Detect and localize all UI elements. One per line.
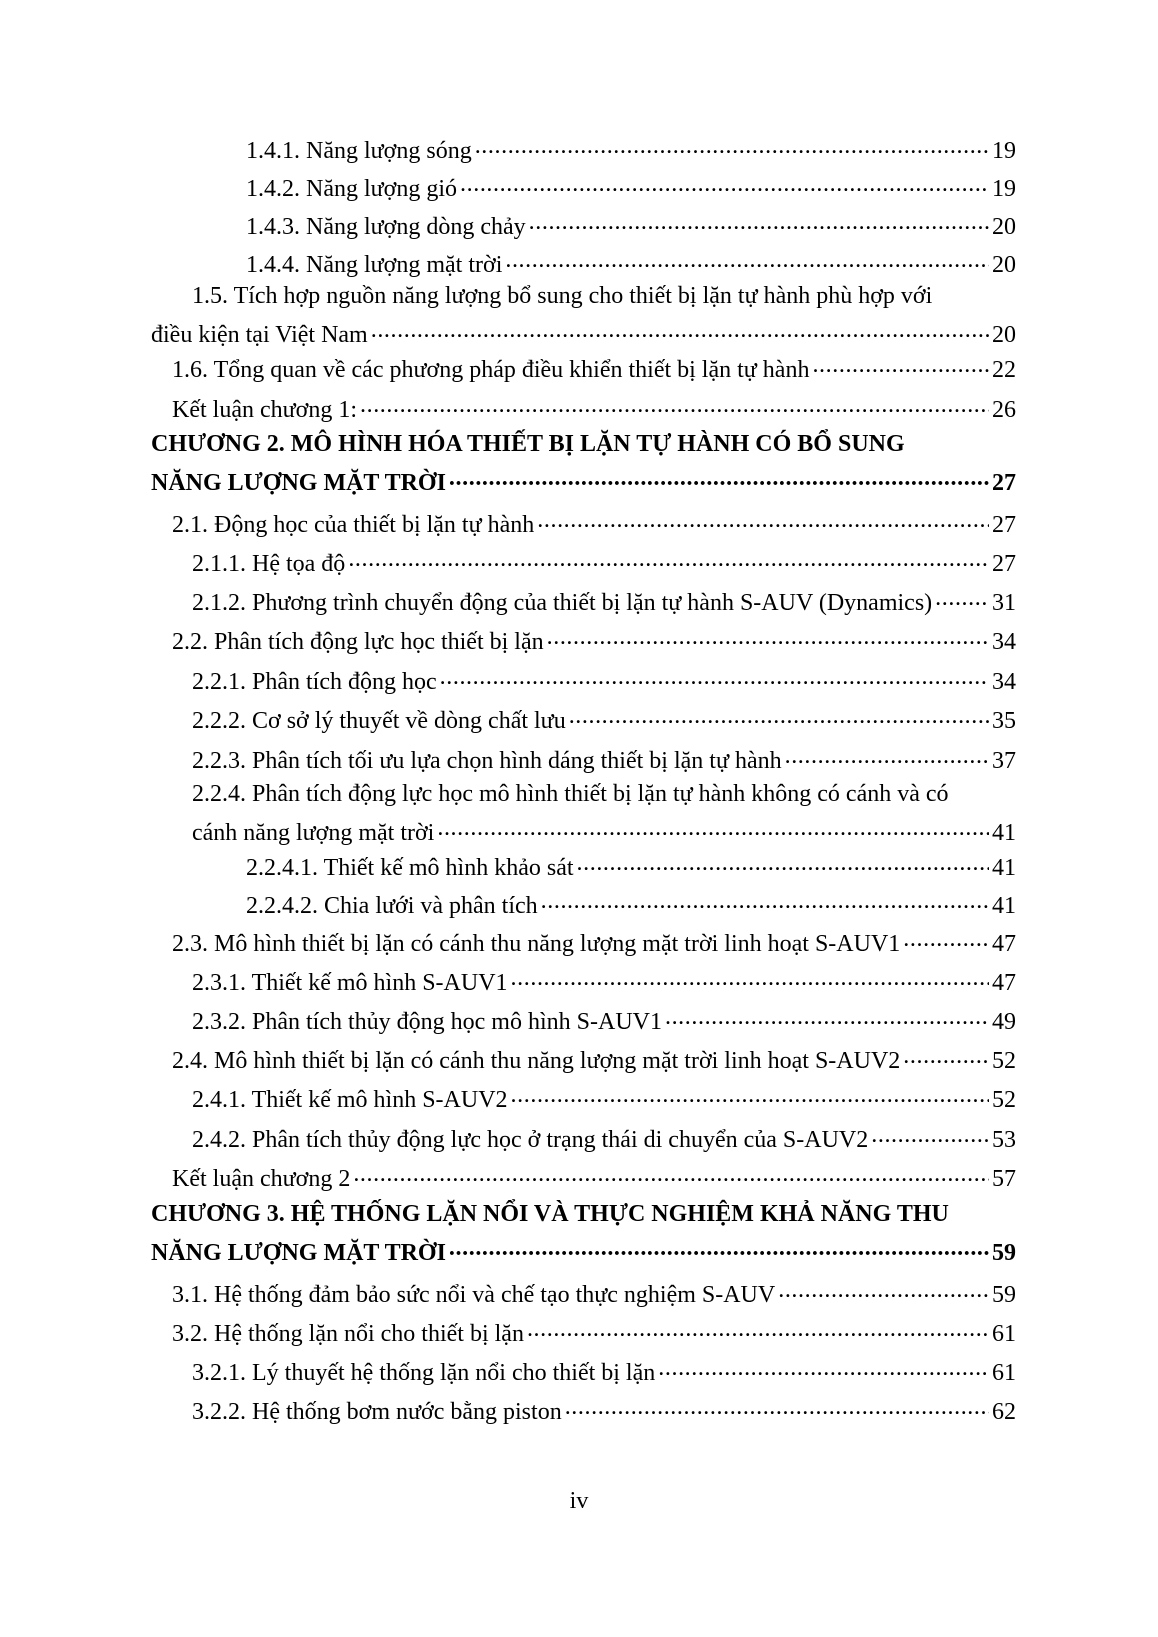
- toc-entry-title: 2.1.2. Phương trình chuyển động của thiết bị lặn tự hành S-AUV (Dynamics): [192, 590, 933, 616]
- toc-entry[interactable]: [192, 665, 1016, 694]
- toc-entry[interactable]: [172, 625, 1016, 654]
- toc-entry-title: 2.2.2. Cơ sở lý thuyết về dòng chất lưu: [192, 708, 566, 734]
- toc-entry-title: 2.3.2. Phân tích thủy động học mô hình S-AUV1: [192, 1009, 662, 1035]
- dot-leader: [541, 889, 989, 913]
- dot-leader: [505, 248, 989, 272]
- dot-leader: [537, 508, 989, 532]
- toc-entry-title: 2.2.1. Phân tích động học: [192, 669, 437, 695]
- dot-leader: [529, 210, 989, 234]
- toc-entry-page: 59: [992, 1240, 1016, 1266]
- toc-entry[interactable]: [192, 1395, 1016, 1424]
- dot-leader: [658, 1356, 989, 1380]
- toc-entry[interactable]: [246, 851, 1016, 880]
- toc-entry-page: 59: [992, 1282, 1016, 1308]
- dot-leader: [785, 744, 989, 768]
- toc-entry-page: 61: [992, 1321, 1016, 1347]
- toc-entry[interactable]: [192, 547, 1016, 576]
- dot-leader: [360, 393, 989, 417]
- dot-leader: [371, 318, 989, 342]
- toc-entry-title: 3.2. Hệ thống lặn nổi cho thiết bị lặn: [172, 1321, 524, 1347]
- toc-entry-title: Kết luận chương 2: [172, 1166, 351, 1192]
- toc-entry-page: 47: [992, 970, 1016, 996]
- toc-entry-page: 35: [992, 708, 1016, 734]
- toc-entry-page: 37: [992, 748, 1016, 774]
- toc-entry-page: 62: [992, 1399, 1016, 1425]
- toc-entry[interactable]: [192, 966, 1016, 995]
- toc-entry-title: 2.2.3. Phân tích tối ưu lựa chọn hình dáng thiết bị lặn tự hành: [192, 748, 782, 774]
- toc-chapter-entry[interactable]: [151, 1202, 1016, 1265]
- dot-leader: [935, 586, 989, 610]
- toc-entry-page: 52: [992, 1048, 1016, 1074]
- toc-entry[interactable]: [192, 1083, 1016, 1112]
- toc-entry-title: 1.6. Tổng quan về các phương pháp điều khiển thiết bị lặn tự hành: [172, 357, 810, 383]
- toc-entry[interactable]: [172, 393, 1016, 422]
- toc-entry[interactable]: [172, 353, 1016, 382]
- toc-entry-title: 3.2.1. Lý thuyết hệ thống lặn nổi cho thiết bị lặn: [192, 1360, 656, 1386]
- toc-entry-title: 1.4.2. Năng lượng gió: [246, 176, 458, 202]
- toc-entry-page: 52: [992, 1087, 1016, 1113]
- toc-entry[interactable]: [246, 210, 1016, 239]
- toc-entry[interactable]: [192, 782, 1016, 845]
- toc-entry[interactable]: [172, 1044, 1016, 1073]
- toc-entry-page: 31: [992, 590, 1016, 616]
- dot-leader: [449, 1236, 989, 1260]
- toc-entry-page: 20: [992, 214, 1016, 240]
- toc-entry-title-line: 1.5. Tích hợp nguồn năng lượng bổ sung cho thiết bị lặn tự hành phù hợp với: [192, 283, 933, 309]
- dot-leader: [903, 927, 989, 951]
- toc-entry[interactable]: [246, 889, 1016, 918]
- toc-entry-title: điều kiện tại Việt Nam: [151, 322, 368, 348]
- toc-entry-page: 53: [992, 1127, 1016, 1153]
- toc-entry[interactable]: [192, 1005, 1016, 1034]
- toc-chapter-title-line: CHƯƠNG 2. MÔ HÌNH HÓA THIẾT BỊ LẶN TỰ HÀNH CÓ BỔ SUNG: [151, 431, 905, 457]
- toc-entry-title: 2.4.2. Phân tích thủy động lực học ở trạng thái di chuyển của S-AUV2: [192, 1127, 869, 1153]
- toc-entry[interactable]: [192, 586, 1016, 615]
- toc-entry-page: 20: [992, 252, 1016, 278]
- dot-leader: [812, 353, 989, 377]
- toc-entry-title: 2.1.1. Hệ tọa độ: [192, 551, 346, 577]
- toc-entry-page: 22: [992, 357, 1016, 383]
- dot-leader: [565, 1395, 989, 1419]
- toc-entry-title: 1.4.1. Năng lượng sóng: [246, 138, 472, 164]
- dot-leader: [353, 1162, 989, 1186]
- toc-entry[interactable]: [192, 744, 1016, 773]
- toc-entry[interactable]: [172, 927, 1016, 956]
- toc-entry-page: 47: [992, 931, 1016, 957]
- toc-entry-page: 34: [992, 629, 1016, 655]
- dot-leader: [437, 816, 989, 840]
- toc-entry-page: 27: [992, 551, 1016, 577]
- toc-entry-title: 1.4.4. Năng lượng mặt trời: [246, 252, 503, 278]
- toc-entry-title: 3.1. Hệ thống đảm bảo sức nổi và chế tạo thực nghiệm S-AUV: [172, 1282, 776, 1308]
- dot-leader: [511, 966, 989, 990]
- dot-leader: [903, 1044, 989, 1068]
- toc-entry[interactable]: [246, 248, 1016, 277]
- toc-entry[interactable]: [172, 1278, 1016, 1307]
- dot-leader: [449, 466, 989, 490]
- toc-entry[interactable]: [192, 1123, 1016, 1152]
- toc-entry-title: 2.1. Động học của thiết bị lặn tự hành: [172, 512, 535, 538]
- toc-entry-title: 2.3.1. Thiết kế mô hình S-AUV1: [192, 970, 508, 996]
- dot-leader: [577, 851, 989, 875]
- toc-entry-title: 1.4.3. Năng lượng dòng chảy: [246, 214, 526, 240]
- dot-leader: [460, 172, 989, 196]
- toc-chapter-entry[interactable]: [151, 432, 1016, 495]
- toc-entry[interactable]: [172, 1317, 1016, 1346]
- toc-chapter-title: NĂNG LƯỢNG MẶT TRỜI: [151, 470, 446, 496]
- toc-chapter-title: NĂNG LƯỢNG MẶT TRỜI: [151, 1240, 446, 1266]
- page-number: iv: [569, 1488, 589, 1514]
- toc-entry-page: 41: [992, 820, 1016, 846]
- dot-leader: [778, 1278, 989, 1302]
- dot-leader: [547, 625, 989, 649]
- toc-entry-title: cánh năng lượng mặt trời: [192, 820, 435, 846]
- toc-entry-title: 2.4. Mô hình thiết bị lặn có cánh thu năng lượng mặt trời linh hoạt S-AUV2: [172, 1048, 901, 1074]
- dot-leader: [475, 134, 989, 158]
- toc-entry-page: 27: [992, 470, 1016, 496]
- toc-entry-title: 2.2.4.1. Thiết kế mô hình khảo sát: [246, 855, 574, 881]
- dot-leader: [871, 1123, 989, 1147]
- toc-entry-title: 2.2. Phân tích động lực học thiết bị lặn: [172, 629, 544, 655]
- toc-chapter-title-line: CHƯƠNG 3. HỆ THỐNG LẶN NỔI VÀ THỰC NGHIỆM KHẢ NĂNG THU: [151, 1201, 949, 1227]
- dot-leader: [569, 704, 989, 728]
- toc-entry-page: 26: [992, 397, 1016, 423]
- toc-entry[interactable]: [192, 704, 1016, 733]
- toc-entry-page: 41: [992, 893, 1016, 919]
- dot-leader: [527, 1317, 989, 1341]
- toc-entry-page: 20: [992, 322, 1016, 348]
- toc-entry-title: 2.3. Mô hình thiết bị lặn có cánh thu năng lượng mặt trời linh hoạt S-AUV1: [172, 931, 901, 957]
- dot-leader: [511, 1083, 989, 1107]
- toc-entry[interactable]: [172, 1162, 1016, 1191]
- toc-entry-title: Kết luận chương 1:: [172, 397, 357, 423]
- toc-entry-title: 2.4.1. Thiết kế mô hình S-AUV2: [192, 1087, 508, 1113]
- dot-leader: [665, 1005, 989, 1029]
- toc-entry-page: 41: [992, 855, 1016, 881]
- toc-entry-page: 34: [992, 669, 1016, 695]
- toc-entry-title: 2.2.4.2. Chia lưới và phân tích: [246, 893, 538, 919]
- toc-entry-page: 49: [992, 1009, 1016, 1035]
- dot-leader: [348, 547, 989, 571]
- toc-entry-title-line: 2.2.4. Phân tích động lực học mô hình thiết bị lặn tự hành không có cánh và có: [192, 781, 949, 807]
- toc-entry-page: 27: [992, 512, 1016, 538]
- toc-entry[interactable]: [172, 508, 1016, 537]
- toc-entry-page: 19: [992, 176, 1016, 202]
- toc-entry[interactable]: [246, 172, 1016, 201]
- toc-entry[interactable]: [151, 283, 1016, 348]
- toc-entry-page: 61: [992, 1360, 1016, 1386]
- toc-entry-page: 57: [992, 1166, 1016, 1192]
- toc-entry-title: 3.2.2. Hệ thống bơm nước bằng piston: [192, 1399, 562, 1425]
- toc-entry[interactable]: [192, 1356, 1016, 1385]
- toc-entry[interactable]: [246, 134, 1016, 163]
- dot-leader: [440, 665, 989, 689]
- toc-entry-page: 19: [992, 138, 1016, 164]
